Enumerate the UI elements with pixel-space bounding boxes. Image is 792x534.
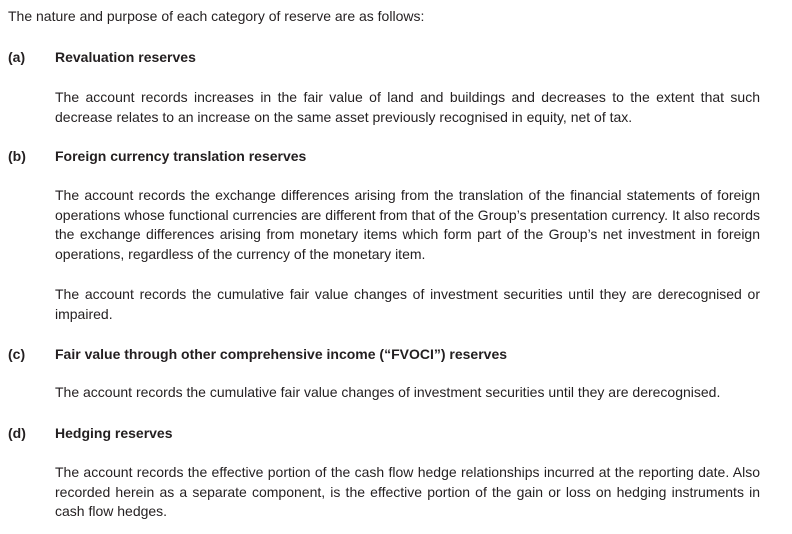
section-paragraph: The account records the cumulative fair value changes of investment securities until they are derecognised or impaired.: [55, 286, 760, 322]
section-title: Foreign currency translation reserves: [55, 148, 307, 164]
section-label: (d): [8, 425, 26, 441]
section-heading-c: [8, 345, 507, 364]
section-heading-d: [8, 424, 173, 443]
section-heading-b: [8, 147, 306, 166]
section-title: Fair value through other comprehensive income (“FVOCI”) reserves: [55, 346, 508, 362]
section-paragraph: The account records the cumulative fair value changes of investment securities until they are derecognised.: [55, 384, 721, 400]
section-label: (c): [8, 346, 26, 362]
section-paragraph: The account records the exchange differences arising from the translation of the financial statements of foreign operations whose functional currencies are different from that of the Group’s presentation currency. It also records the exchange differences arising from monetary items which form part of the Group’s net investment in foreign operations, regardless of the currency of the monetary item.: [55, 187, 760, 262]
intro-text: The nature and purpose of each category of reserve are as follows:: [8, 8, 425, 24]
section-title: Hedging reserves: [55, 425, 173, 441]
section-label: (b): [8, 148, 26, 164]
section-title: Revaluation reserves: [55, 49, 196, 65]
section-heading-a: [8, 48, 196, 67]
section-paragraph: The account records increases in the fair value of land and buildings and decreases to the extent that such decrease relates to an increase on the same asset previously recognised in equity, net of tax.: [55, 89, 760, 125]
section-label: (a): [8, 49, 26, 65]
section-paragraph: The account records the effective portion of the cash flow hedge relationships incurred at the reporting date. Also recorded herein as a separate component, is the effective portion of the gain or loss on hedging instruments in cash flow hedges.: [55, 464, 760, 519]
